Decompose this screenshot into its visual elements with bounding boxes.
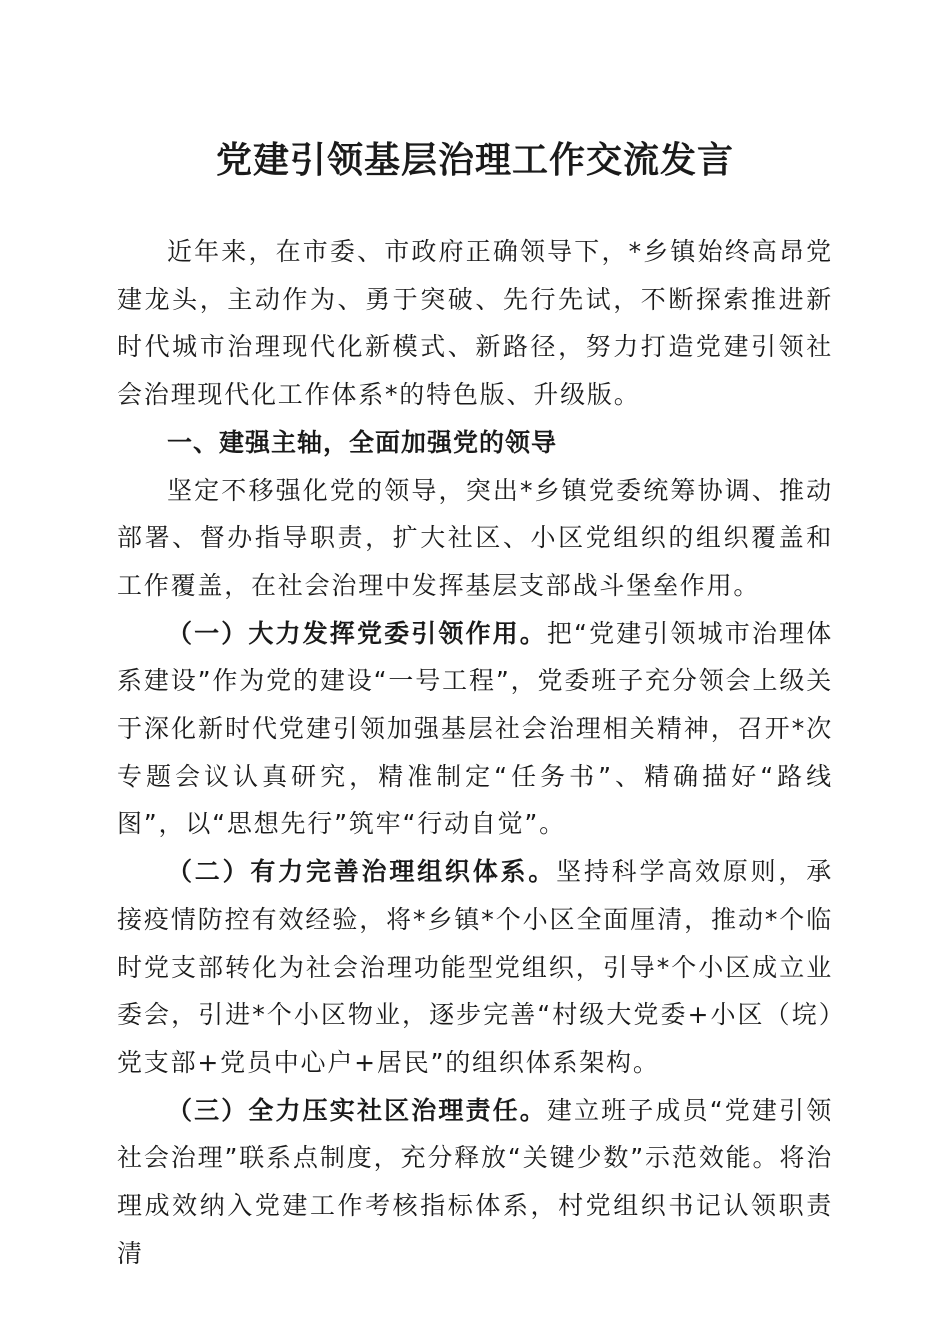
item-paragraph-3	[117, 1087, 833, 1278]
document-title: 党建引领基层治理工作交流发言	[215, 139, 734, 181]
item-text: 坚持科学高效原则，承接疫情防控有效经验，将*乡镇*个小区全面厘清，推动*个临时党支部转化为社会治理功能型党组织，引导*个小区成立业委会，引进*个小区物业，逐步完善“村级大党委+小区（垸）党支部+党员中心户+居民”的组织体系架构。	[117, 857, 833, 1077]
document-body	[117, 228, 833, 1277]
section-paragraph: 坚定不移强化党的领导，突出*乡镇党委统筹协调、推动部署、督办指导职责，扩大社区、小区党组织的组织覆盖和工作覆盖，在社会治理中发挥基层支部战斗堡垒作用。	[117, 475, 833, 600]
intro-paragraph: 近年来，在市委、市政府正确领导下，*乡镇始终高昂党建龙头，主动作为、勇于突破、先行先试，不断探索推进新时代城市治理现代化新模式、新路径，努力打造党建引领社会治理现代化工作体系*的特色版、升级版。	[117, 237, 833, 410]
item-lead: （三）全力压实社区治理责任。	[167, 1095, 547, 1125]
item-lead: （二）有力完善治理组织体系。	[167, 857, 557, 887]
item-paragraph-1	[117, 610, 833, 849]
item-text: 建立班子成员“党建引领社会治理”联系点制度，充分释放“关键少数”示范效能。将治理成效纳入党建工作考核指标体系，村党组织书记认领职责清	[117, 1095, 833, 1268]
item-paragraph-2	[117, 848, 833, 1087]
section-heading: 一、建强主轴，全面加强党的领导	[167, 427, 558, 457]
item-lead: （一）大力发挥党委引领作用。	[167, 618, 547, 648]
item-text: 把“党建引领城市治理体系建设”作为党的建设“一号工程”，党委班子充分领会上级关于深化新时代党建引领加强基层社会治理相关精神，召开*次专题会议认真研究，精准制定“任务书”、精确描好“路线图”，以“思想先行”筑牢“行动自觉”。	[117, 618, 833, 839]
